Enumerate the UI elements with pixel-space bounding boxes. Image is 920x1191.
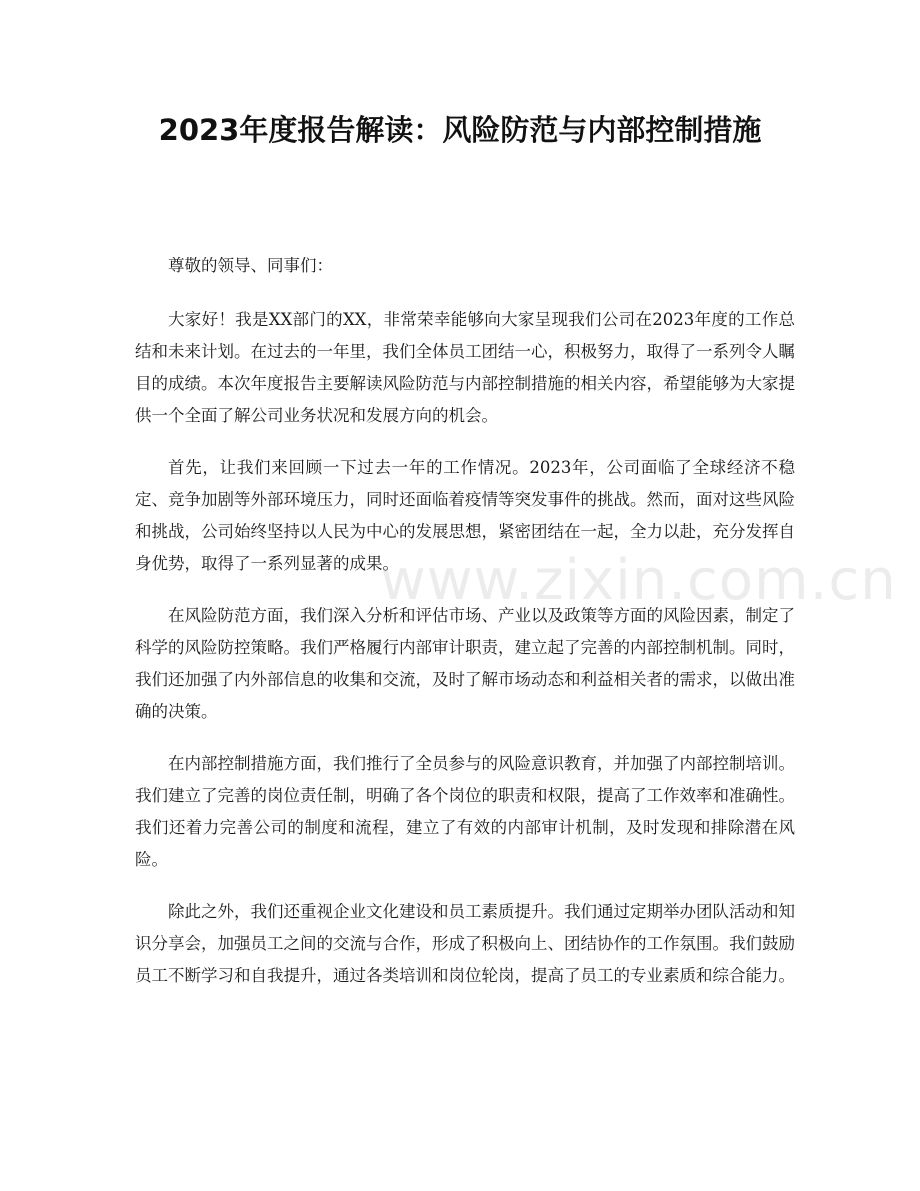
paragraph-review: 首先，让我们来回顾一下过去一年的工作情况。2023年，公司面临了全球经济不稳定、竞争加剧等外部环境压力，同时还面临着疫情等突发事件的挑战。然而，面对这些风险和挑战，公司始终坚持以人民为中心的发展思想，紧密团结在一起，全力以赴，充分发挥自身优势，取得了一系列显著的成果。 (135, 458, 795, 573)
document-title: 2023年度报告解读：风险防范与内部控制措施 (158, 113, 762, 147)
paragraph-risk-prevention: 在风险防范方面，我们深入分析和评估市场、产业以及政策等方面的风险因素，制定了科学的风险防控策略。我们严格履行内部审计职责，建立起了完善的内部控制机制。同时，我们还加强了内外部信息的收集和交流，及时了解市场动态和利益相关者的需求，以做出准确的决策。 (135, 606, 795, 721)
greeting: 尊敬的领导、同事们： (168, 256, 333, 275)
paragraph-culture: 除此之外，我们还重视企业文化建设和员工素质提升。我们通过定期举办团队活动和知识分享会，加强员工之间的交流与合作，形成了积极向上、团结协作的工作氛围。我们鼓励员工不断学习和自我提升，通过各类培训和岗位轮岗，提高了员工的专业素质和综合能力。 (135, 902, 795, 985)
paragraph-intro: 大家好！我是XX部门的XX，非常荣幸能够向大家呈现我们公司在2023年度的工作总结和未来计划。在过去的一年里，我们全体员工团结一心，积极努力，取得了一系列令人瞩目的成绩。本次年度报告主要解读风险防范与内部控制措施的相关内容，希望能够为大家提供一个全面了解公司业务状况和发展方向的机会。 (135, 310, 795, 425)
document-body (135, 250, 795, 1012)
paragraph-internal-control: 在内部控制措施方面，我们推行了全员参与的风险意识教育，并加强了内部控制培训。我们建立了完善的岗位责任制，明确了各个岗位的职责和权限，提高了工作效率和准确性。我们还着力完善公司的制度和流程，建立了有效的内部审计机制，及时发现和排除潜在风险。 (135, 754, 795, 869)
watermark: www.zixin.com.cn (380, 548, 897, 613)
